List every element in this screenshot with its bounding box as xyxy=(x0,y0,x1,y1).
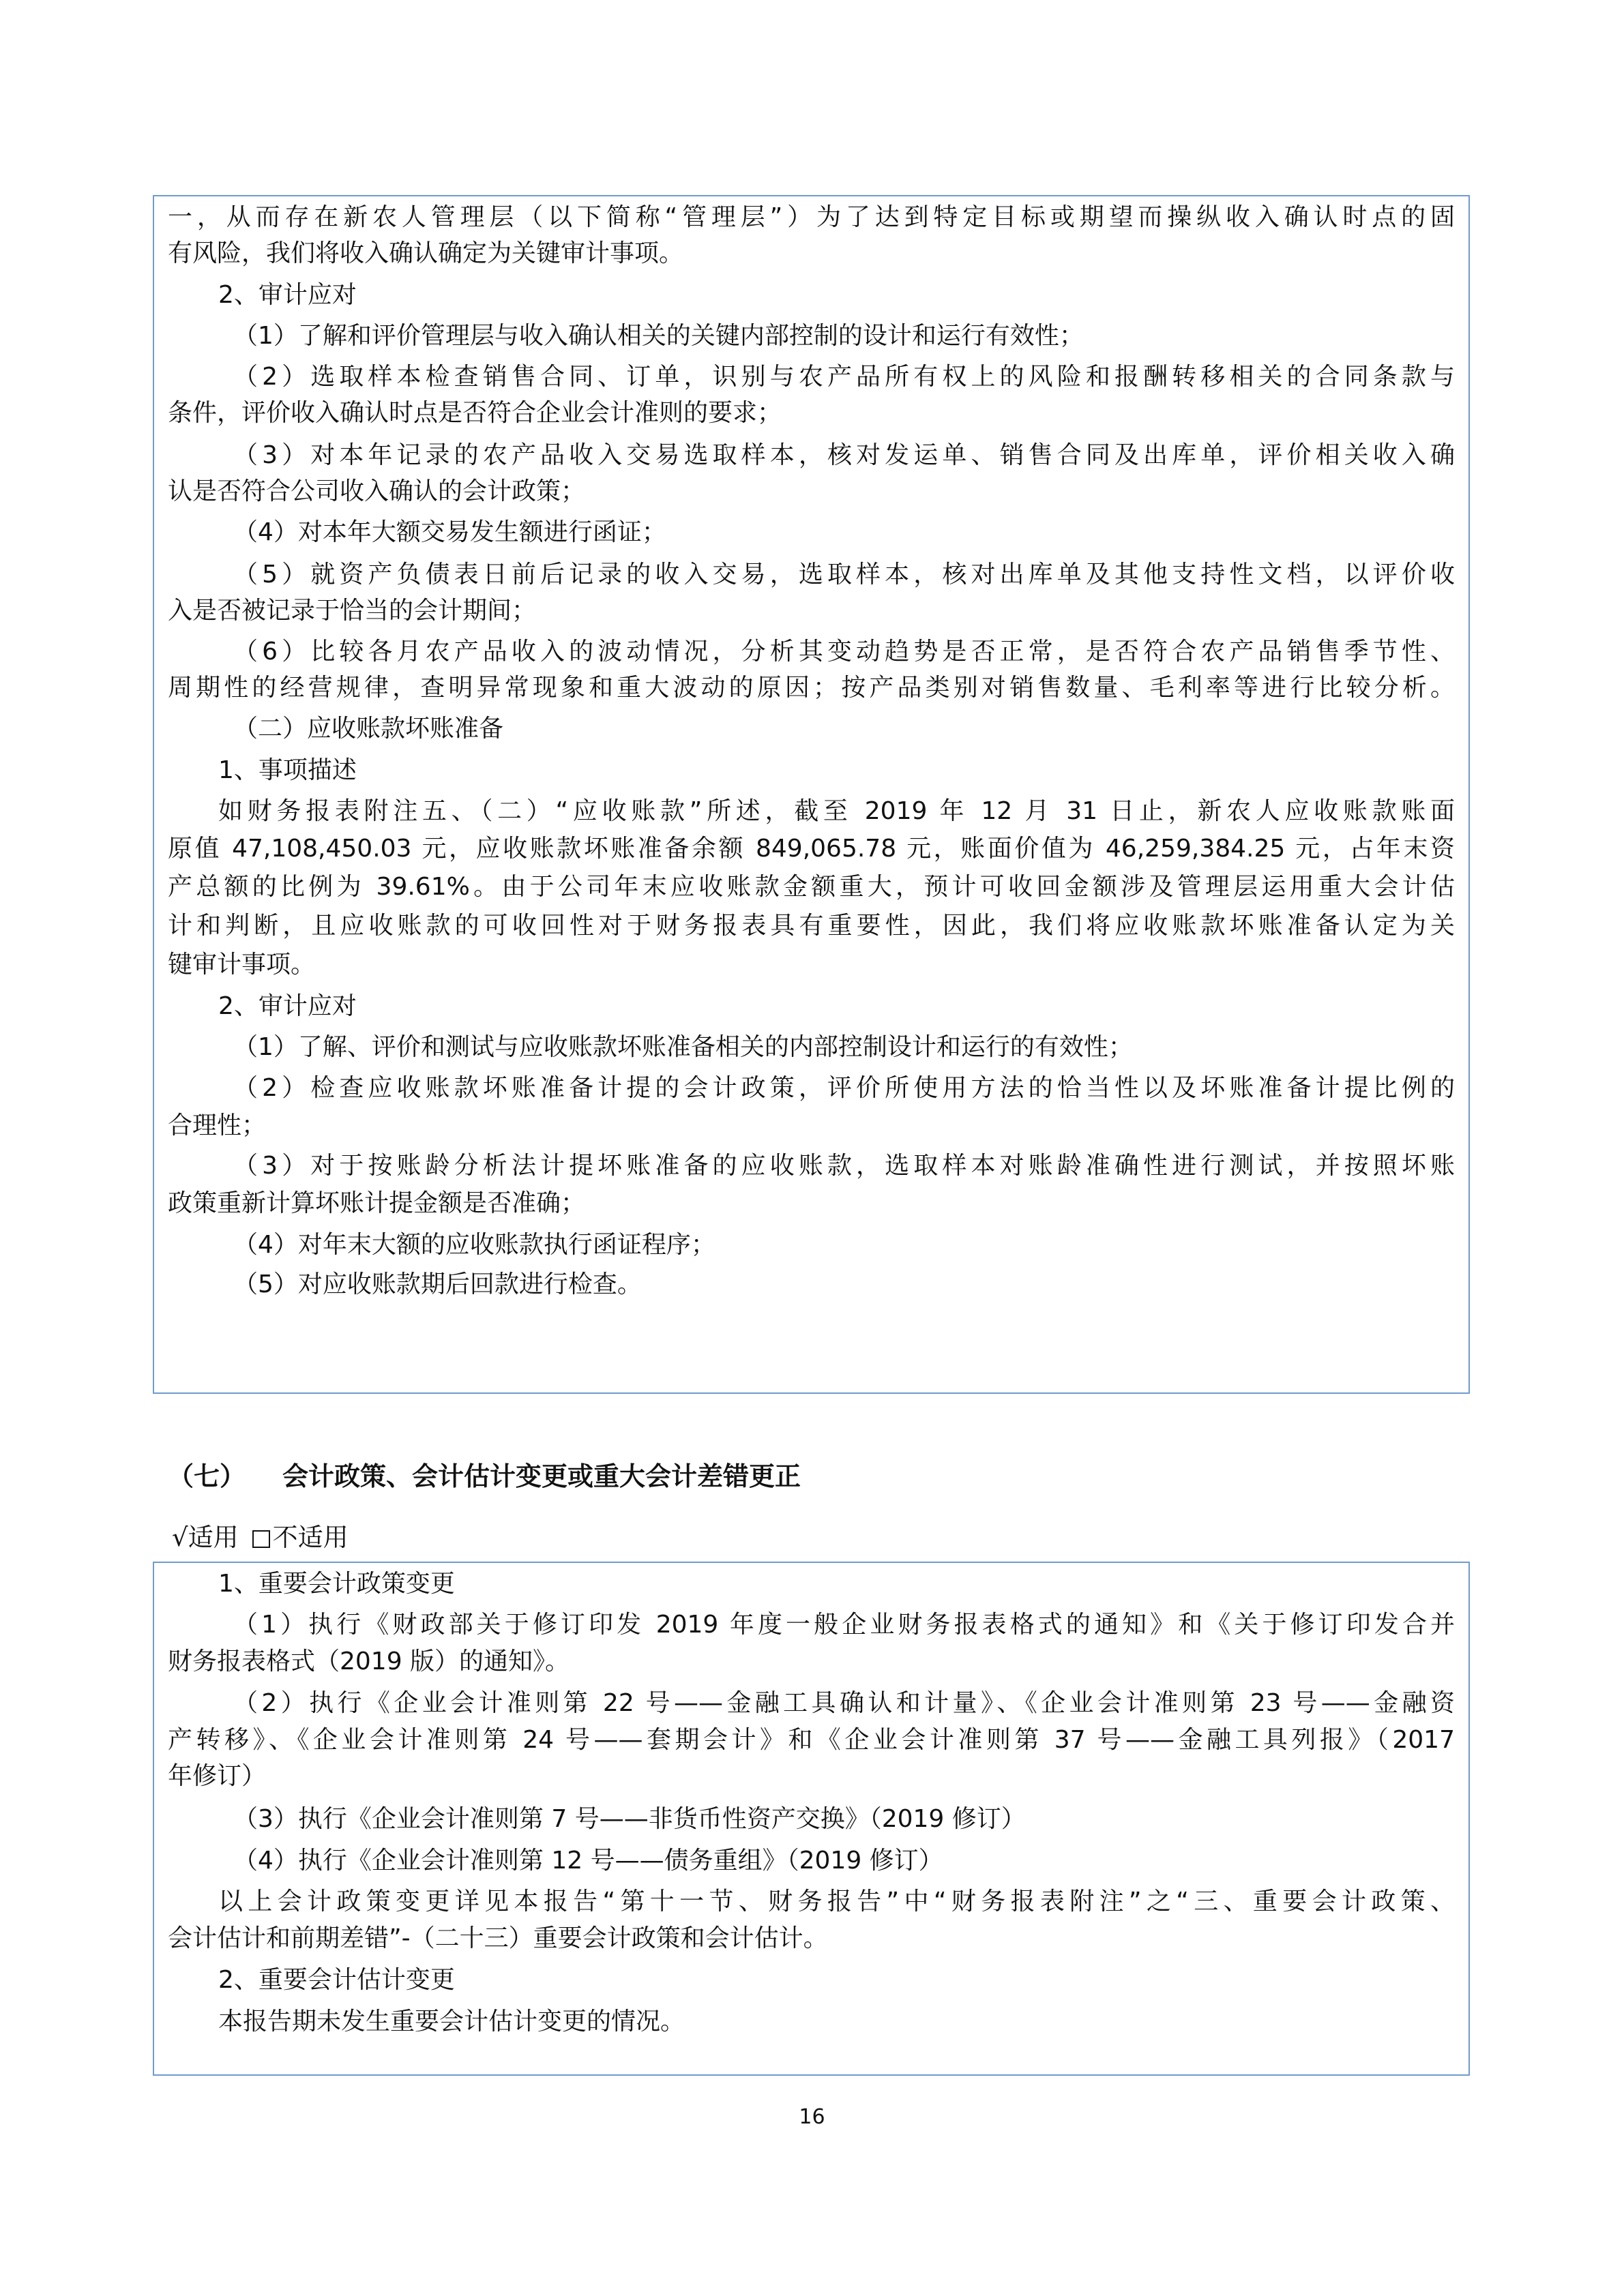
section-number: （七） xyxy=(168,1461,246,1491)
text-line: （1）了解和评价管理层与收入确认相关的关键内部控制的设计和运行有效性； xyxy=(233,322,1084,350)
text-line: 本报告期未发生重要会计估计变更的情况。 xyxy=(218,2008,685,2036)
text-line: 如财务报表附注五、（二）“应收账款”所述，截至 2019 年 12 月 31 日止，新农人应收账款账面 xyxy=(218,797,1455,825)
text-line: 入是否被记录于恰当的会计期间； xyxy=(168,597,537,625)
section-title: 会计政策、会计估计变更或重大会计差错更正 xyxy=(282,1461,801,1491)
text-line: 2、重要会计估计变更 xyxy=(218,1966,455,1994)
text-line: 产总额的比例为 39.61%。由于公司年末应收账款金额重大，预计可收回金额涉及管理层运用重大会计估 xyxy=(168,873,1455,901)
not-applicable-label: 不适用 xyxy=(272,1523,349,1552)
checkmark-icon: √ xyxy=(172,1523,188,1552)
text-line: 产转移》、《企业会计准则第 24 号——套期会计》和《企业会计准则第 37 号——金融工具列报》（2017 xyxy=(168,1726,1455,1754)
text-line: （2）执行《企业会计准则第 22 号——金融工具确认和计量》、《企业会计准则第 23 号——金融资 xyxy=(233,1689,1455,1717)
text-line: （3）执行《企业会计准则第 7 号——非货币性资产交换》（2019 修订） xyxy=(233,1805,1026,1833)
text-line: 1、事项描述 xyxy=(218,756,357,784)
text-line: 一，从而存在新农人管理层（以下简称“管理层”）为了达到特定目标或期望而操纵收入确认时点的固 xyxy=(168,203,1455,231)
subsection-heading: （二）应收账款坏账准备 xyxy=(233,715,504,743)
text-line: 以上会计政策变更详见本报告“第十一节、财务报告”中“财务报表附注”之“三、重要会计政策、 xyxy=(218,1888,1455,1915)
applicability-options xyxy=(172,1520,349,1555)
key-audit-matters-box xyxy=(153,195,1470,1394)
text-line: （2）检查应收账款坏账准备计提的会计政策，评价所使用方法的恰当性以及坏账准备计提比例的 xyxy=(233,1074,1455,1102)
text-line: 2、审计应对 xyxy=(218,992,357,1020)
text-line: （4）执行《企业会计准则第 12 号——债务重组》（2019 修订） xyxy=(233,1847,943,1875)
text-line: 合理性； xyxy=(168,1112,267,1139)
text-line: （1）执行《财政部关于修订印发 2019 年度一般企业财务报表格式的通知》和《关于修订印发合并 xyxy=(233,1611,1455,1639)
checkbox-icon xyxy=(252,1530,270,1548)
text-line: 认是否符合公司收入确认的会计政策； xyxy=(168,477,586,505)
text-line: （1）了解、评价和测试与应收账款坏账准备相关的内部控制设计和运行的有效性； xyxy=(233,1033,1133,1061)
text-line: （6）比较各月农产品收入的波动情况，分析其变动趋势是否正常，是否符合农产品销售季节性、 xyxy=(233,638,1455,666)
text-line: （2）选取样本检查销售合同、订单，识别与农产品所有权上的风险和报酬转移相关的合同条款与 xyxy=(233,363,1455,391)
policy-changes-box xyxy=(153,1562,1470,2076)
text-line: （5）就资产负债表日前后记录的收入交易，选取样本，核对出库单及其他支持性文档，以评价收 xyxy=(233,561,1455,588)
text-line: 周期性的经营规律，查明异常现象和重大波动的原因；按产品类别对销售数量、毛利率等进行比较分析。 xyxy=(168,674,1455,702)
text-line: （4）对本年大额交易发生额进行函证； xyxy=(233,518,666,546)
text-line: 2、审计应对 xyxy=(218,281,357,309)
text-line: 键审计事项。 xyxy=(168,951,316,979)
text-line: 有风险，我们将收入确认确定为关键审计事项。 xyxy=(168,239,684,267)
text-line: 政策重新计算坏账计提金额是否准确； xyxy=(168,1189,586,1217)
text-line: 年修订） xyxy=(168,1762,267,1790)
text-line: 1、重要会计政策变更 xyxy=(218,1570,455,1598)
text-line: （5）对应收账款期后回款进行检查。 xyxy=(233,1270,642,1298)
text-line: （3）对本年记录的农产品收入交易选取样本，核对发运单、销售合同及出库单，评价相关收入确 xyxy=(233,441,1455,469)
text-line: （3）对于按账龄分析法计提坏账准备的应收账款，选取样本对账龄准确性进行测试，并按照坏账 xyxy=(233,1152,1455,1180)
text-line: 计和判断，且应收账款的可收回性对于财务报表具有重要性，因此，我们将应收账款坏账准备认定为关 xyxy=(168,912,1455,940)
section-heading xyxy=(168,1457,801,1495)
text-line: 条件，评价收入确认时点是否符合企业会计准则的要求； xyxy=(168,399,782,427)
text-line: 财务报表格式（2019 版）的通知》。 xyxy=(168,1648,570,1675)
text-line: 会计估计和前期差错”-（二十三）重要会计政策和会计估计。 xyxy=(168,1924,828,1952)
text-line: 原值 47,108,450.03 元，应收账款坏账准备余额 849,065.78 元，账面价值为 46,259,384.25 元，占年末资 xyxy=(168,835,1455,863)
page-number: 16 xyxy=(799,2105,825,2129)
text-line: （4）对年末大额的应收账款执行函证程序； xyxy=(233,1231,715,1259)
applicable-label: 适用 xyxy=(188,1523,239,1552)
